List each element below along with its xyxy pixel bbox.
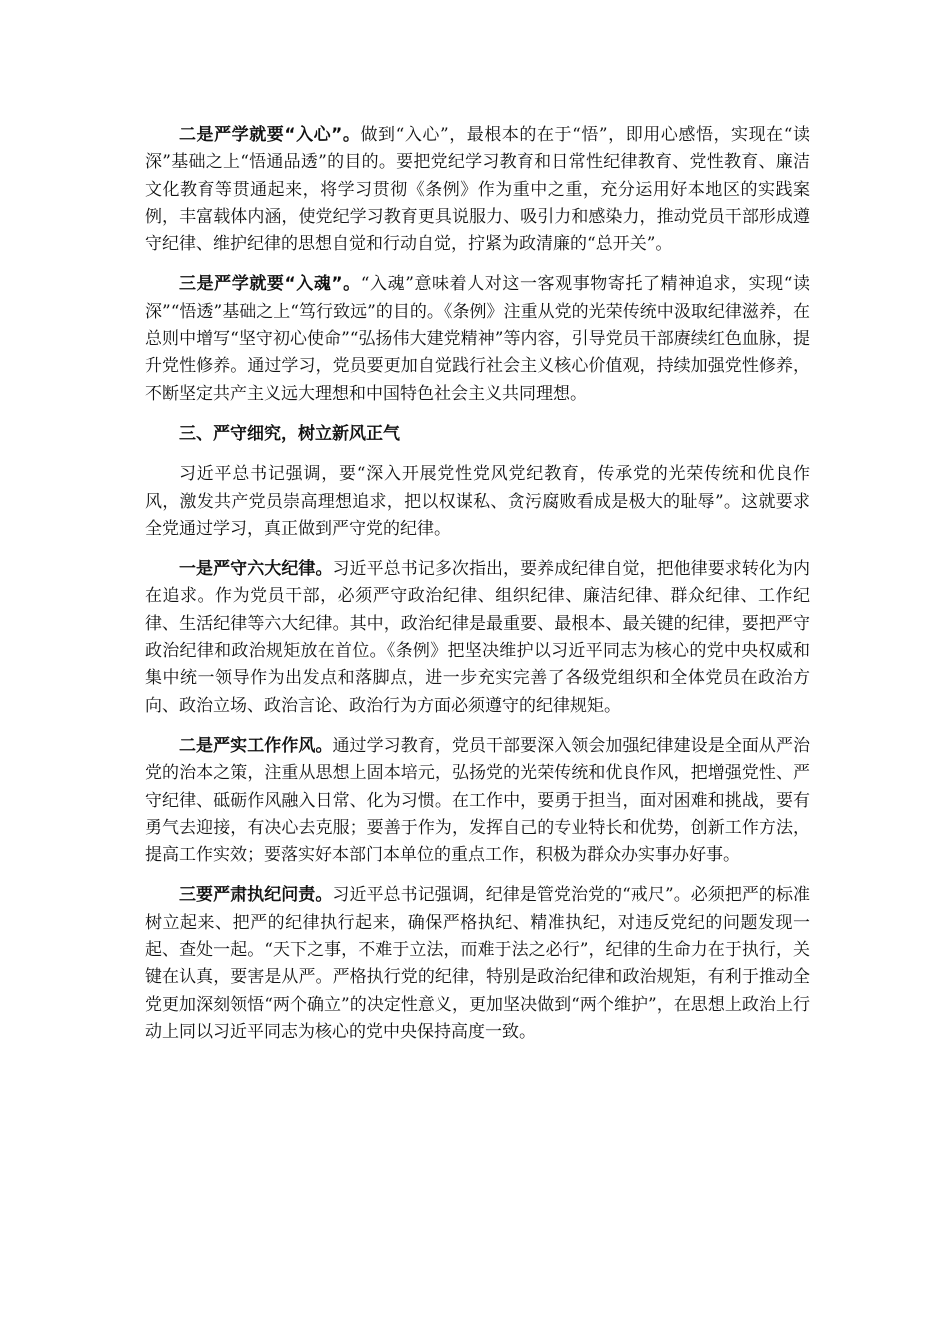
paragraph-text: 通过学习教育，党员干部要深入领会加强纪律建设是全面从严治党的治本之策，注重从思想上固本培元，弘扬党的光荣传统和优良作风，把增强党性、严守纪律、砥砺作风融入日常、化为习惯。在工作中，要勇于担当，面对困难和挑战，要有勇气去迎接，有决心去克服；要善于作为，发挥自己的专业特长和优势，创新工作方法，提高工作实效；要落实好本部门本单位的重点工作，积极为群众办实事办好事。 (145, 735, 810, 866)
paragraph-text: “入魂”意味着人对这一客观事物寄托了精神追求，实现“读深”“悟透”基础之上“笃行致远”的目的。《条例》注重从党的光荣传统中汲取纪律滋养，在总则中增写“坚守初心使命”“弘扬伟大建党精神”等内容，引导党员干部赓续红色血脉，提升党性修养。通过学习，党员要更加自觉践行社会主义核心价值观，持续加强党性修养，不断坚定共产主义远大理想和中国特色社会主义共同理想。 (145, 274, 810, 404)
paragraph-text: 做到“入心”，最根本的在于“悟”，即用心感悟，实现在“读深”基础之上“悟通品透”的目的。要把党纪学习教育和日常性纪律教育、党性教育、廉洁文化教育等贯通起来，将学习贯彻《条例》作为重中之重，充分运用好本地区的实践案例，丰富载体内涵，使党纪学习教育更具说服力、吸引力和感染力，推动党员干部形成遵守纪律、维护纪律的思想自觉和行动自觉，拧紧为政清廉的“总开关”。 (145, 125, 810, 255)
paragraph-text: 习近平总书记强调，要“深入开展党性党风党纪教育，传承党的光荣传统和优良作风，激发共产党员崇高理想追求，把以权谋私、贪污腐败看成是极大的耻辱”。这就要求全党通过学习，真正做到严守党的纪律。 (145, 464, 810, 539)
paragraph-lead: 二是严实工作作风。 (179, 735, 333, 756)
paragraph-intro (145, 461, 810, 543)
document-body (145, 122, 810, 1059)
section-heading: 三、严守细究，树立新风正气 (179, 423, 400, 444)
paragraph-lead: 三要严肃执纪问责。 (179, 885, 333, 906)
paragraph-xin (145, 122, 810, 258)
paragraph-lead: 二是严学就要“入心”。 (179, 125, 361, 145)
paragraph-accountability (145, 882, 810, 1046)
paragraph-work-style (145, 733, 810, 869)
paragraph-hun (145, 271, 810, 407)
paragraph-text: 习近平总书记强调，纪律是管党治党的“戒尺”。必须把严的标准树立起来、把严的纪律执行起来，确保严格执纪、精准执纪，对违反党纪的问题发现一起、查处一起。“天下之事，不难于立法，而难于法之必行”，纪律的生命力在于执行，关键在认真，要害是从严。严格执行党的纪律，特别是政治纪律和政治规矩，有利于推动全党更加深刻领悟“两个确立”的决定性意义，更加坚决做到“两个维护”，在思想上政治上行动上同以习近平同志为核心的党中央保持高度一致。 (145, 885, 811, 1042)
paragraph-lead: 三是严学就要“入魂”。 (179, 274, 361, 295)
paragraph-text: 习近平总书记多次指出，要养成纪律自觉，把他律要求转化为内在追求。作为党员干部，必须严守政治纪律、组织纪律、廉洁纪律、群众纪律、工作纪律、生活纪律等六大纪律。其中，政治纪律是最重要、最根本、最关键的纪律，要把严守政治纪律和政治规矩放在首位。《条例》把坚决维护以习近平同志为核心的党中央权威和集中统一领导作为出发点和落脚点，进一步充实完善了各级党组织和全体党员在政治方向、政治立场、政治言论、政治行为方面必须遵守的纪律规矩。 (145, 559, 810, 716)
paragraph-lead: 一是严守六大纪律。 (179, 559, 333, 580)
paragraph-six-disciplines (145, 556, 810, 720)
